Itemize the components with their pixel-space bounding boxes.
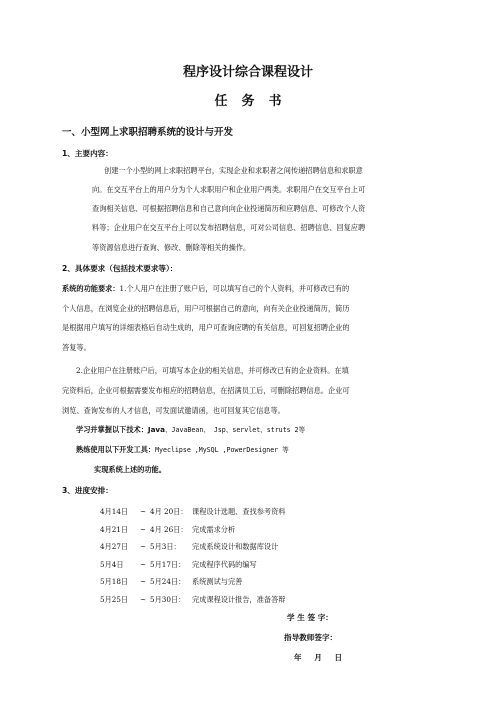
tools-label: 熟练使用以下开发工具：: [76, 445, 156, 454]
implement-line: 实现系统上述的功能。: [94, 465, 166, 474]
paragraph-line: 等资源信息进行查询、修改、删除等相关的操作。: [92, 243, 251, 252]
function-requirement-line: 系统的功能要求：1.个人用户在注册了账户后，可以填写自己的个人资料，并可修改已有的: [62, 284, 350, 293]
paragraph-line: 是根据用户填写的详细表格后自动生成的，用户可查询应聘的有关信息，可回复招聘企业的: [62, 323, 350, 332]
teacher-signature-label: 指导教师签字：: [284, 633, 338, 642]
technology-label: 学习并掌握以下技术：: [76, 425, 148, 434]
schedule-row: 4月14日 ~ 4月 20日： 课程设计选题、查找参考资料: [100, 507, 286, 516]
section-heading: 一、小型网上求职招聘系统的设计与开发: [62, 127, 234, 138]
document-subtitle: 任务书: [214, 94, 296, 109]
schedule-heading: 3、进度安排：: [62, 486, 113, 495]
schedule-row: 5月25日 ~ 5月30日： 完成课程设计报告，准备答辩: [100, 595, 286, 604]
paragraph-line: 浏览、查询发布的人才信息，可发面试邀请函，也可回复其它信息等。: [62, 406, 285, 415]
schedule-row: 4月27日 ~ 5月3日： 完成系统设计和数据库设计: [100, 542, 279, 551]
paragraph-line: 料等；企业用户在交互平台上可以发布招聘信息，可对公司信息、招聘信息、回复应聘: [92, 223, 366, 232]
tools-line: 熟练使用以下开发工具：Myeclipse ,MySQL ,PowerDesigner 等: [76, 445, 289, 454]
student-signature-label: 学 生 签 字：: [287, 613, 333, 622]
paragraph-line: 查询相关信息、可根据招聘信息和自己意向向企业投递简历和应聘信息、可修改个人资: [92, 204, 366, 213]
technology-line: 学习并掌握以下技术：Java、JavaBean、 Jsp、servlet、struts 2等: [76, 425, 306, 434]
function-requirement-label: 系统的功能要求：: [62, 284, 120, 293]
paragraph-line: 2.企业用户在注册账户后，可填写本企业的相关信息，并可修改已有的企业资料。在填: [76, 366, 349, 375]
paragraph-line: 完资料后，企业可根据需要发布相应的招聘信息，在招满员工后，可删除招聘信息。企业可: [62, 386, 350, 395]
paragraph-line: 创建一个小型的网上求职招聘平台，实现企业和求职者之间传递招聘信息和求职意: [104, 166, 363, 175]
signature-date: 年 月 日: [294, 653, 343, 662]
paragraph-line: 答复等。: [62, 343, 91, 352]
schedule-row: 5月4日 ~ 5月17日： 完成程序代码的编写: [100, 560, 257, 569]
paragraph-line: 个人信息，在浏览企业的招聘信息后，用户可根据自己的意向，向有关企业投递简历，简历: [62, 304, 350, 313]
paragraph-line: 向。在交互平台上的用户分为个人求职用户和企业用户两类。求职用户在交互平台上可: [92, 185, 366, 194]
schedule-row: 5月18日 ~ 5月24日： 系统测试与完善: [100, 577, 243, 586]
main-content-heading: 1、主要内容：: [62, 149, 113, 158]
document-title: 程序设计综合课程设计: [182, 65, 313, 80]
schedule-row: 4月21日 ~ 4月 26日： 完成需求分析: [100, 525, 236, 534]
requirements-heading: 2、具体要求（包括技术要求等）：: [62, 264, 178, 273]
